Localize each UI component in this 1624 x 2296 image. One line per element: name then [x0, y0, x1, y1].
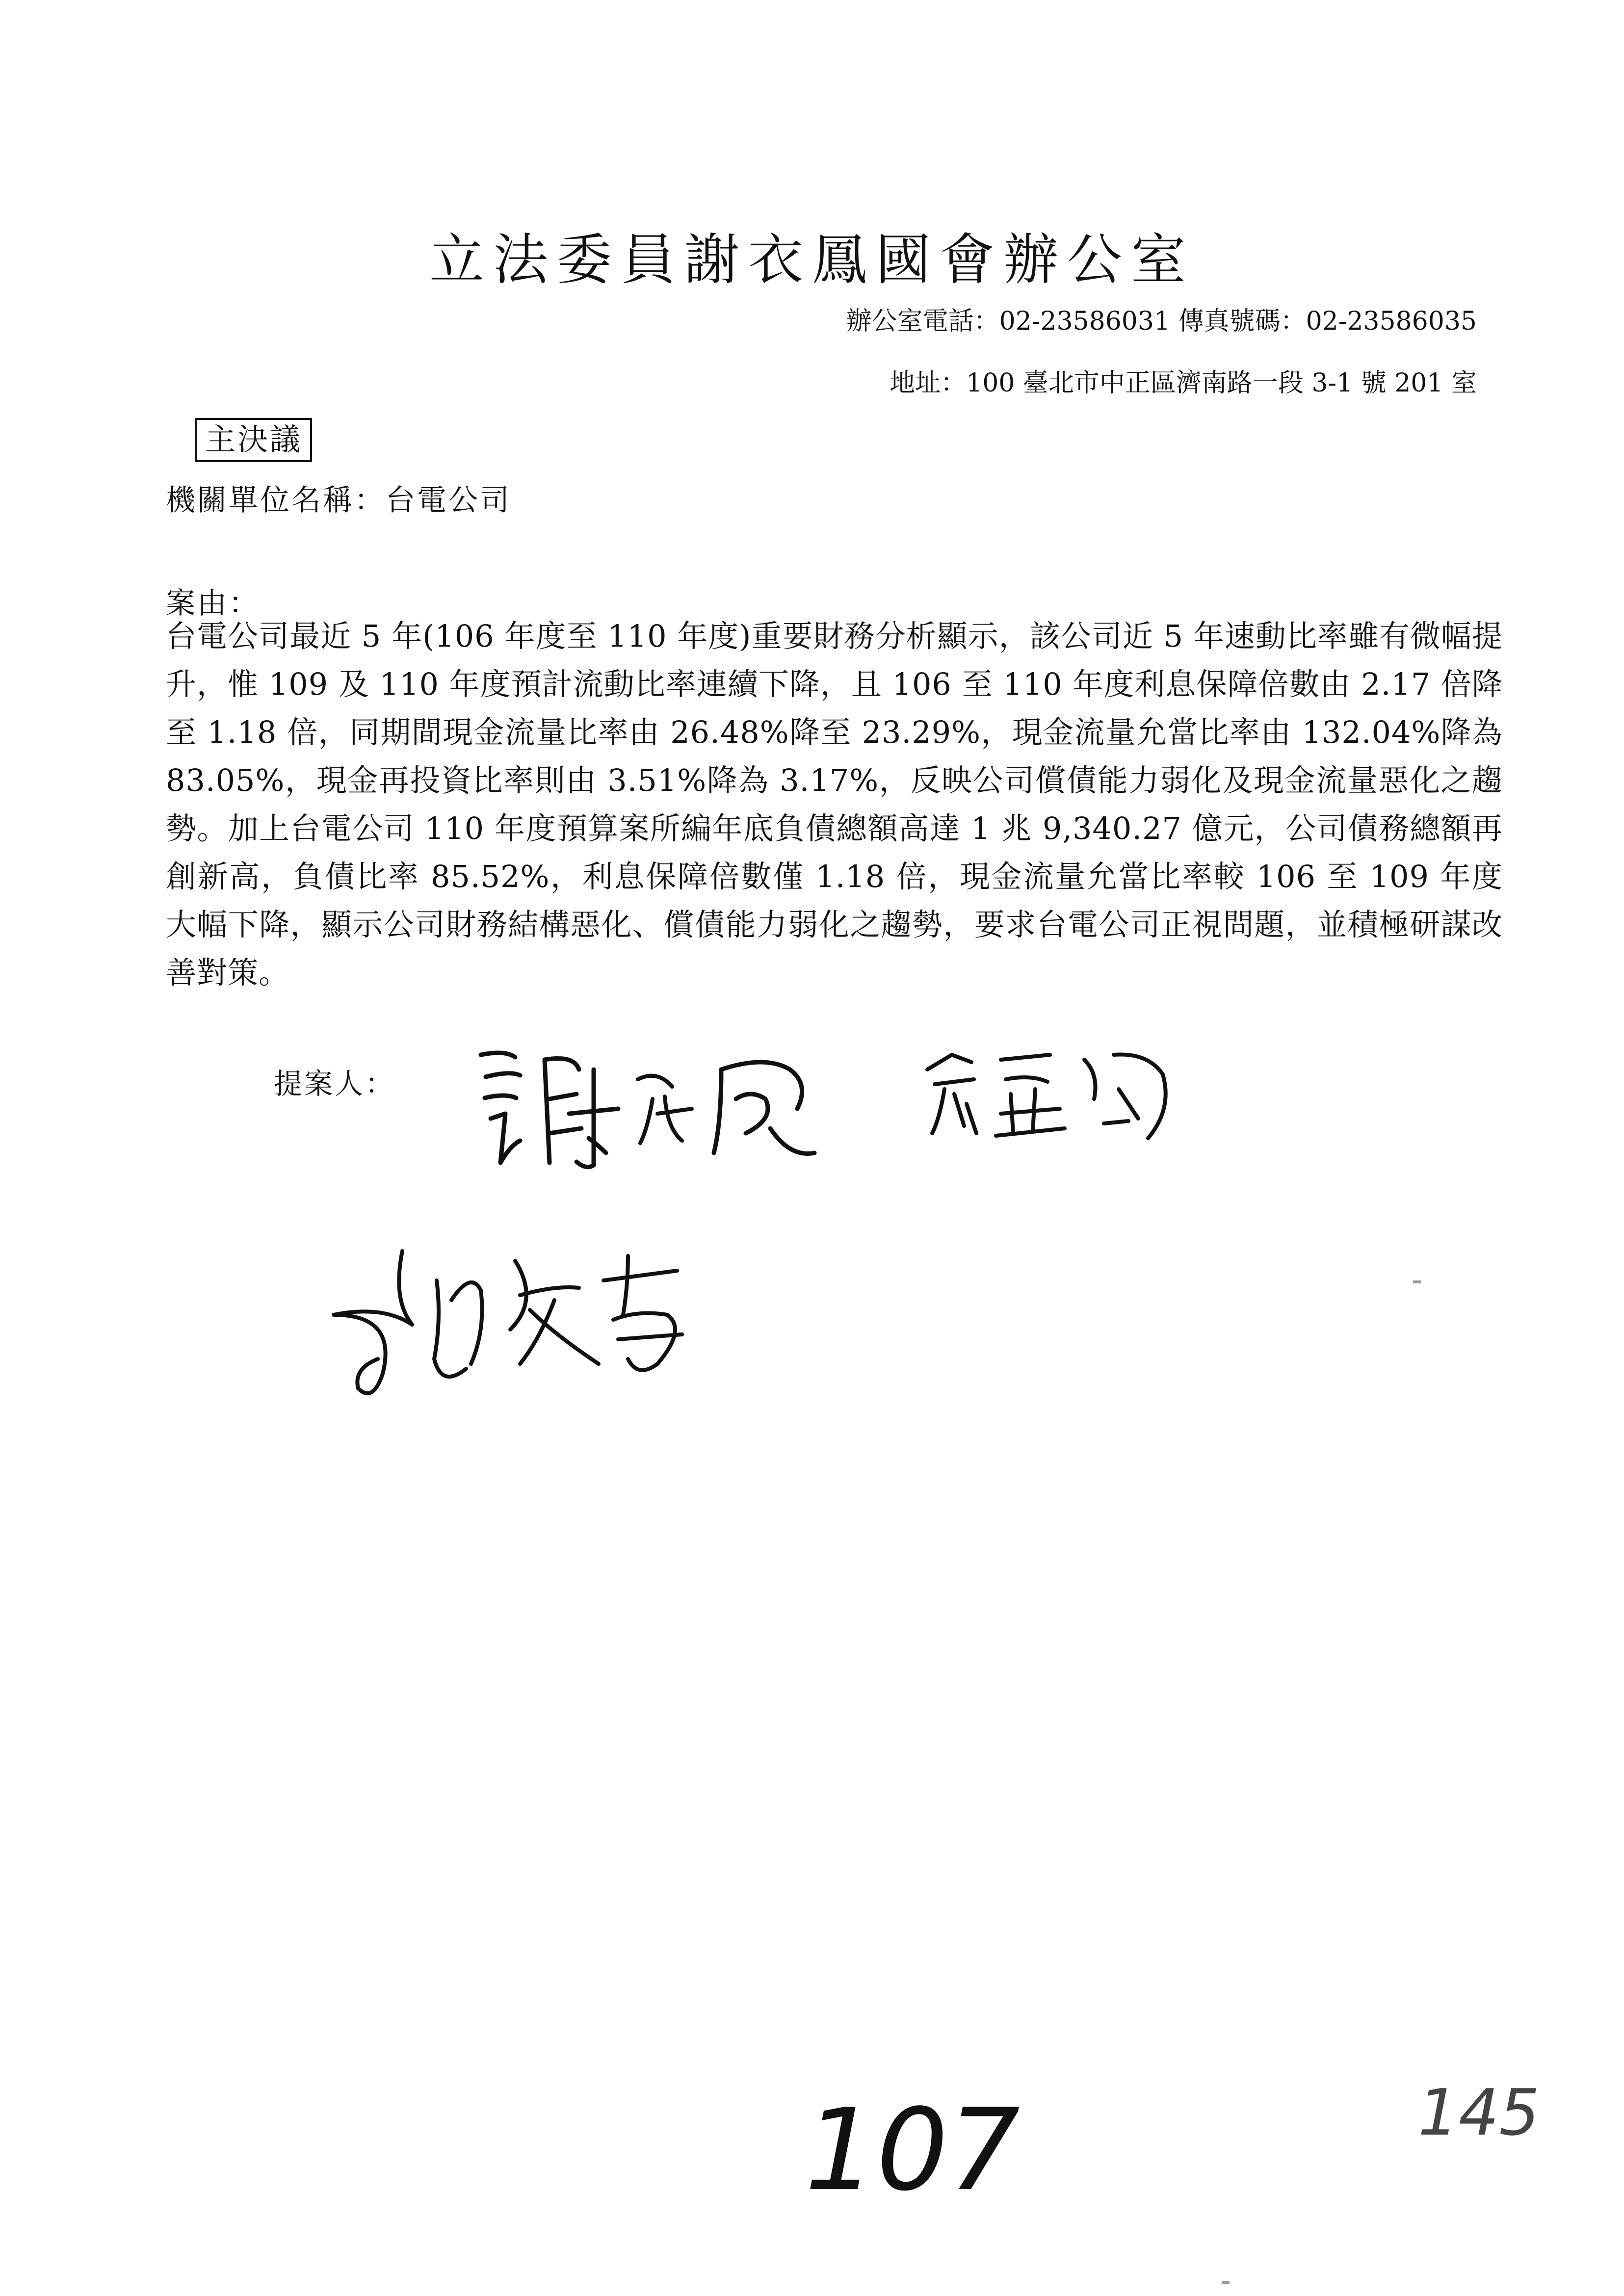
reason-label: 案由： — [166, 586, 260, 621]
agency-name: 機關單位名稱：台電公司 — [166, 483, 511, 518]
office-address: 地址：100 臺北市中正區濟南路一段 3-1 號 201 室 — [890, 368, 1477, 398]
signature-1-icon — [471, 1040, 854, 1197]
signature-3-icon — [324, 1241, 736, 1418]
resolution-type-tag: 主決議 — [195, 418, 312, 462]
scan-speck — [1222, 2281, 1230, 2284]
scan-speck — [1413, 1280, 1421, 1283]
page-number: 107 — [805, 2085, 1020, 2216]
signature-2-icon — [917, 1040, 1192, 1158]
proposer-label: 提案人： — [274, 1067, 396, 1100]
office-phone-fax: 辦公室電話：02-23586031 傳真號碼：02-23586035 — [846, 307, 1477, 336]
office-title: 立法委員謝衣鳳國會辦公室 — [429, 228, 1195, 292]
document-number: 145 — [1418, 2075, 1540, 2150]
reason-body: 台電公司最近 5 年(106 年度至 110 年度)重要財務分析顯示，該公司近 5 年速動比率雖有微幅提升，惟 109 及 110 年度預計流動比率連續下降，且 106 至 110 年度利息保障倍數由 2.17 倍降至 1.18 倍，同期間現金流量比率由 26.48%降至 23.29%，現金流量允當比率由 132.04%降為 83.05%，現金再投資比率則由 3.51%降為 3.17%，反映公司償債能力弱化及現金流量惡化之趨勢。加上台電公司 110 年度預算案所編年底負債總額高達 1 兆 9,340.27 億元，公司債務總額再創新高，負債比率 85.52%，利息保障倍數僅 1.18 倍，現金流量允當比率較 106 至 109 年度大幅下降，顯示公司財務結構惡化、償債能力弱化之趨勢，要求台電公司正視問題，並積極研謀改善對策。 — [166, 618, 1503, 991]
